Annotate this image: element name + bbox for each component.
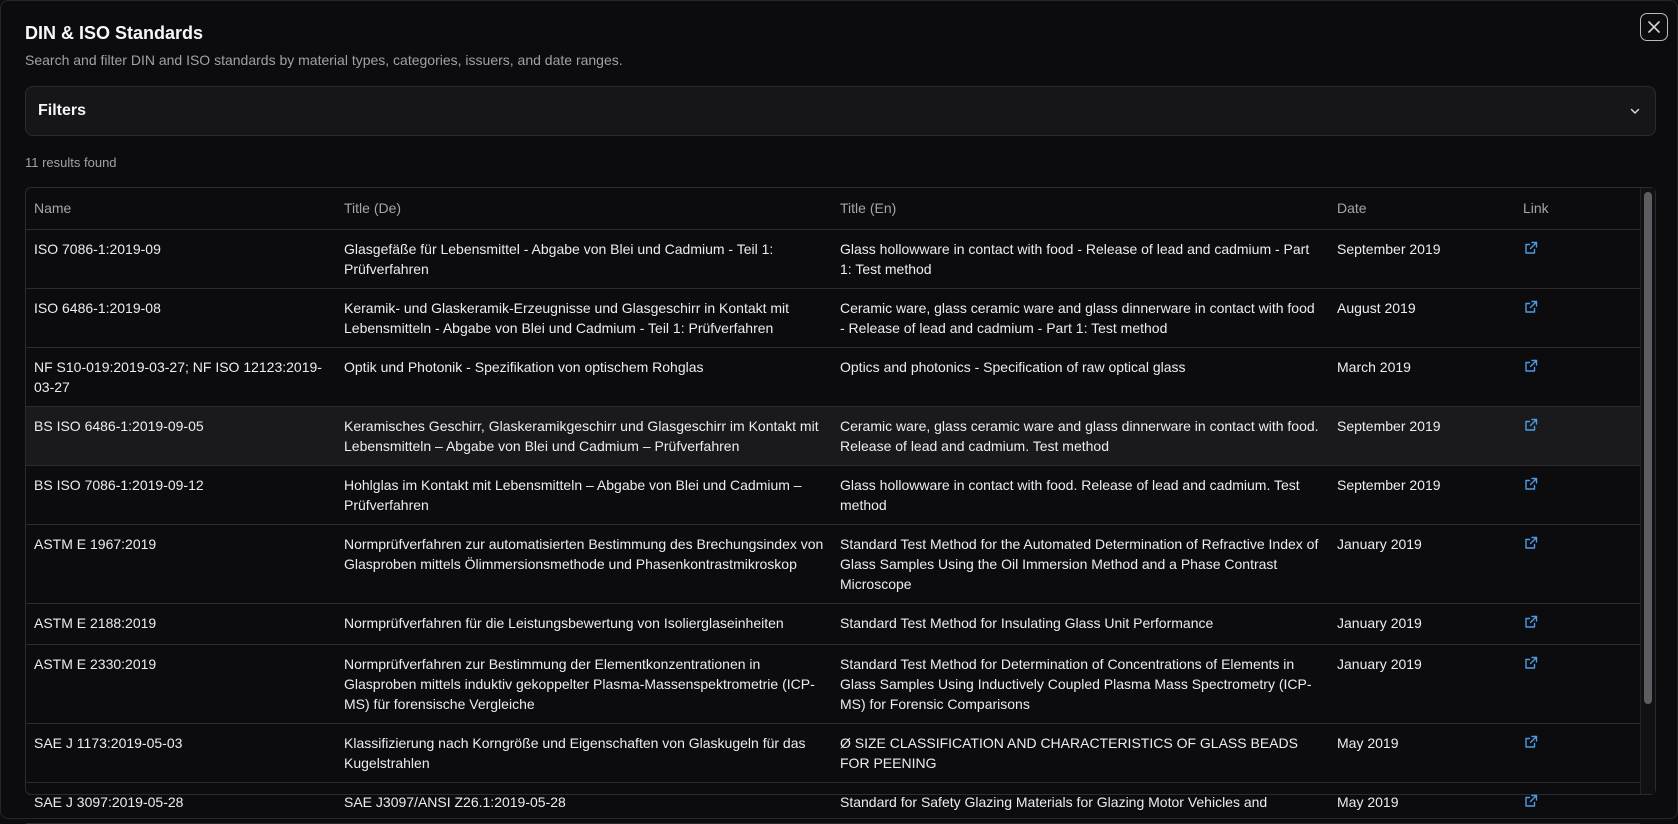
cell-name: BS ISO 7086-1:2019-09-12 bbox=[26, 465, 336, 524]
cell-name: ASTM E 2330:2019 bbox=[26, 644, 336, 723]
table-row bbox=[26, 465, 1640, 524]
cell-title-en: Standard Test Method for Insulating Glass Unit Performance bbox=[832, 603, 1329, 644]
results-table bbox=[25, 187, 1656, 810]
cell-title-en: Optics and photonics - Specification of raw optical glass bbox=[832, 347, 1329, 406]
cell-title-en: Ø SIZE CLASSIFICATION AND CHARACTERISTICS OF GLASS BEADS FOR PEENING bbox=[832, 723, 1329, 782]
cell-title-de: Normprüfverfahren für die Leistungsbewertung von Isolierglaseinheiten bbox=[336, 603, 832, 644]
cell-link bbox=[1515, 603, 1640, 644]
header-title-de: Title (De) bbox=[336, 188, 832, 229]
cell-date: January 2019 bbox=[1329, 524, 1515, 603]
close-button[interactable] bbox=[1640, 13, 1668, 41]
cell-date: September 2019 bbox=[1329, 406, 1515, 465]
cell-title-de: Normprüfverfahren zur Bestimmung der Elementkonzentrationen in Glasproben mittels induktiv gekoppelter Plasma-Massenspektrometrie (ICP-MS) für forensische Vergleiche bbox=[336, 644, 832, 723]
external-link-icon[interactable] bbox=[1523, 299, 1539, 315]
cell-name: ISO 7086-1:2019-09 bbox=[26, 229, 336, 288]
cell-date: January 2019 bbox=[1329, 603, 1515, 644]
standards-table bbox=[26, 188, 1640, 824]
cell-date: May 2019 bbox=[1329, 782, 1515, 823]
cell-title-en: Glass hollowware in contact with food - Release of lead and cadmium - Part 1: Test method bbox=[832, 229, 1329, 288]
external-link-icon[interactable] bbox=[1523, 734, 1539, 750]
page-subtitle: Search and filter DIN and ISO standards by material types, categories, issuers, and date ranges. bbox=[25, 52, 623, 68]
cell-link bbox=[1515, 288, 1640, 347]
cell-link bbox=[1515, 723, 1640, 782]
external-link-icon[interactable] bbox=[1523, 535, 1539, 551]
cell-link bbox=[1515, 229, 1640, 288]
cell-title-en: Standard Test Method for Determination of Concentrations of Elements in Glass Samples Using Inductively Coupled Plasma Mass Spectrometry (ICP-MS) for Forensic Comparisons bbox=[832, 644, 1329, 723]
cell-link bbox=[1515, 644, 1640, 723]
close-icon bbox=[1647, 20, 1661, 34]
external-link-icon[interactable] bbox=[1523, 417, 1539, 433]
cell-title-de: Glasgefäße für Lebensmittel - Abgabe von Blei und Cadmium - Teil 1: Prüfverfahren bbox=[336, 229, 832, 288]
results-count: 11 results found bbox=[25, 155, 117, 170]
cell-title-de: Keramik- und Glaskeramik-Erzeugnisse und Glasgeschirr in Kontakt mit Lebensmitteln - Abgabe von Blei und Cadmium - Teil 1: Prüfverfahren bbox=[336, 288, 832, 347]
cell-date: September 2019 bbox=[1329, 465, 1515, 524]
table-row bbox=[26, 288, 1640, 347]
cell-title-de: Optik und Photonik - Spezifikation von optischem Rohglas bbox=[336, 347, 832, 406]
scrollbar-thumb[interactable] bbox=[1644, 192, 1652, 704]
cell-title-de: Hohlglas im Kontakt mit Lebensmitteln – Abgabe von Blei und Cadmium – Prüfverfahren bbox=[336, 465, 832, 524]
table-row bbox=[26, 723, 1640, 782]
cell-date: September 2019 bbox=[1329, 229, 1515, 288]
cell-date: March 2019 bbox=[1329, 347, 1515, 406]
cell-name: BS ISO 6486-1:2019-09-05 bbox=[26, 406, 336, 465]
table-body bbox=[26, 229, 1640, 823]
cell-link bbox=[1515, 406, 1640, 465]
table-row bbox=[26, 406, 1640, 465]
cell-title-de: SAE J3097/ANSI Z26.1:2019-05-28 bbox=[336, 782, 832, 823]
external-link-icon[interactable] bbox=[1523, 614, 1539, 630]
cell-title-en: Ceramic ware, glass ceramic ware and glass dinnerware in contact with food. Release of lead and cadmium. Test method bbox=[832, 406, 1329, 465]
filters-toggle[interactable] bbox=[25, 86, 1656, 136]
cell-link bbox=[1515, 465, 1640, 524]
cell-name: SAE J 3097:2019-05-28 bbox=[26, 782, 336, 823]
cell-title-de: Keramisches Geschirr, Glaskeramikgeschirr und Glasgeschirr im Kontakt mit Lebensmitteln – Abgabe von Blei und Cadmium – Prüfverfahren bbox=[336, 406, 832, 465]
cell-title-en: Glass hollowware in contact with food. Release of lead and cadmium. Test method bbox=[832, 465, 1329, 524]
cell-title-de: Klassifizierung nach Korngröße und Eigenschaften von Glaskugeln für das Kugelstrahlen bbox=[336, 723, 832, 782]
table-row bbox=[26, 644, 1640, 723]
cell-link bbox=[1515, 347, 1640, 406]
table-row bbox=[26, 603, 1640, 644]
cell-link bbox=[1515, 782, 1640, 823]
cell-name: NF S10-019:2019-03-27; NF ISO 12123:2019-03-27 bbox=[26, 347, 336, 406]
header-link: Link bbox=[1515, 188, 1640, 229]
external-link-icon[interactable] bbox=[1523, 655, 1539, 671]
header-date: Date bbox=[1329, 188, 1515, 229]
external-link-icon[interactable] bbox=[1523, 793, 1539, 809]
table-row bbox=[26, 524, 1640, 603]
header-title-en: Title (En) bbox=[832, 188, 1329, 229]
cell-name: SAE J 1173:2019-05-03 bbox=[26, 723, 336, 782]
table-scroll-area bbox=[26, 188, 1640, 810]
page-title: DIN & ISO Standards bbox=[25, 23, 204, 43]
cell-name: ISO 6486-1:2019-08 bbox=[26, 288, 336, 347]
table-scrollbar[interactable] bbox=[1640, 188, 1655, 794]
header-name: Name bbox=[26, 188, 336, 229]
chevron-down-icon bbox=[1629, 105, 1641, 117]
cell-date: August 2019 bbox=[1329, 288, 1515, 347]
table-row bbox=[26, 229, 1640, 288]
table-row bbox=[26, 347, 1640, 406]
cell-title-de: Normprüfverfahren zur automatisierten Bestimmung des Brechungsindex von Glasproben mittels Ölimmersionsmethode und Phasenkontrastmikroskop bbox=[336, 524, 832, 603]
cell-date: January 2019 bbox=[1329, 644, 1515, 723]
cell-name: ASTM E 1967:2019 bbox=[26, 524, 336, 603]
filters-label: Filters bbox=[38, 102, 87, 119]
external-link-icon[interactable] bbox=[1523, 240, 1539, 256]
table-header-row bbox=[26, 188, 1640, 229]
table-row bbox=[26, 782, 1640, 823]
cell-title-en: Standard for Safety Glazing Materials for Glazing Motor Vehicles and bbox=[832, 782, 1329, 823]
cell-name: ASTM E 2188:2019 bbox=[26, 603, 336, 644]
cell-title-en: Ceramic ware, glass ceramic ware and glass dinnerware in contact with food - Release of lead and cadmium - Part 1: Test method bbox=[832, 288, 1329, 347]
cell-title-en: Standard Test Method for the Automated Determination of Refractive Index of Glass Samples Using the Oil Immersion Method and a Phase Contrast Microscope bbox=[832, 524, 1329, 603]
external-link-icon[interactable] bbox=[1523, 476, 1539, 492]
cell-date: May 2019 bbox=[1329, 723, 1515, 782]
external-link-icon[interactable] bbox=[1523, 358, 1539, 374]
cell-link bbox=[1515, 524, 1640, 603]
